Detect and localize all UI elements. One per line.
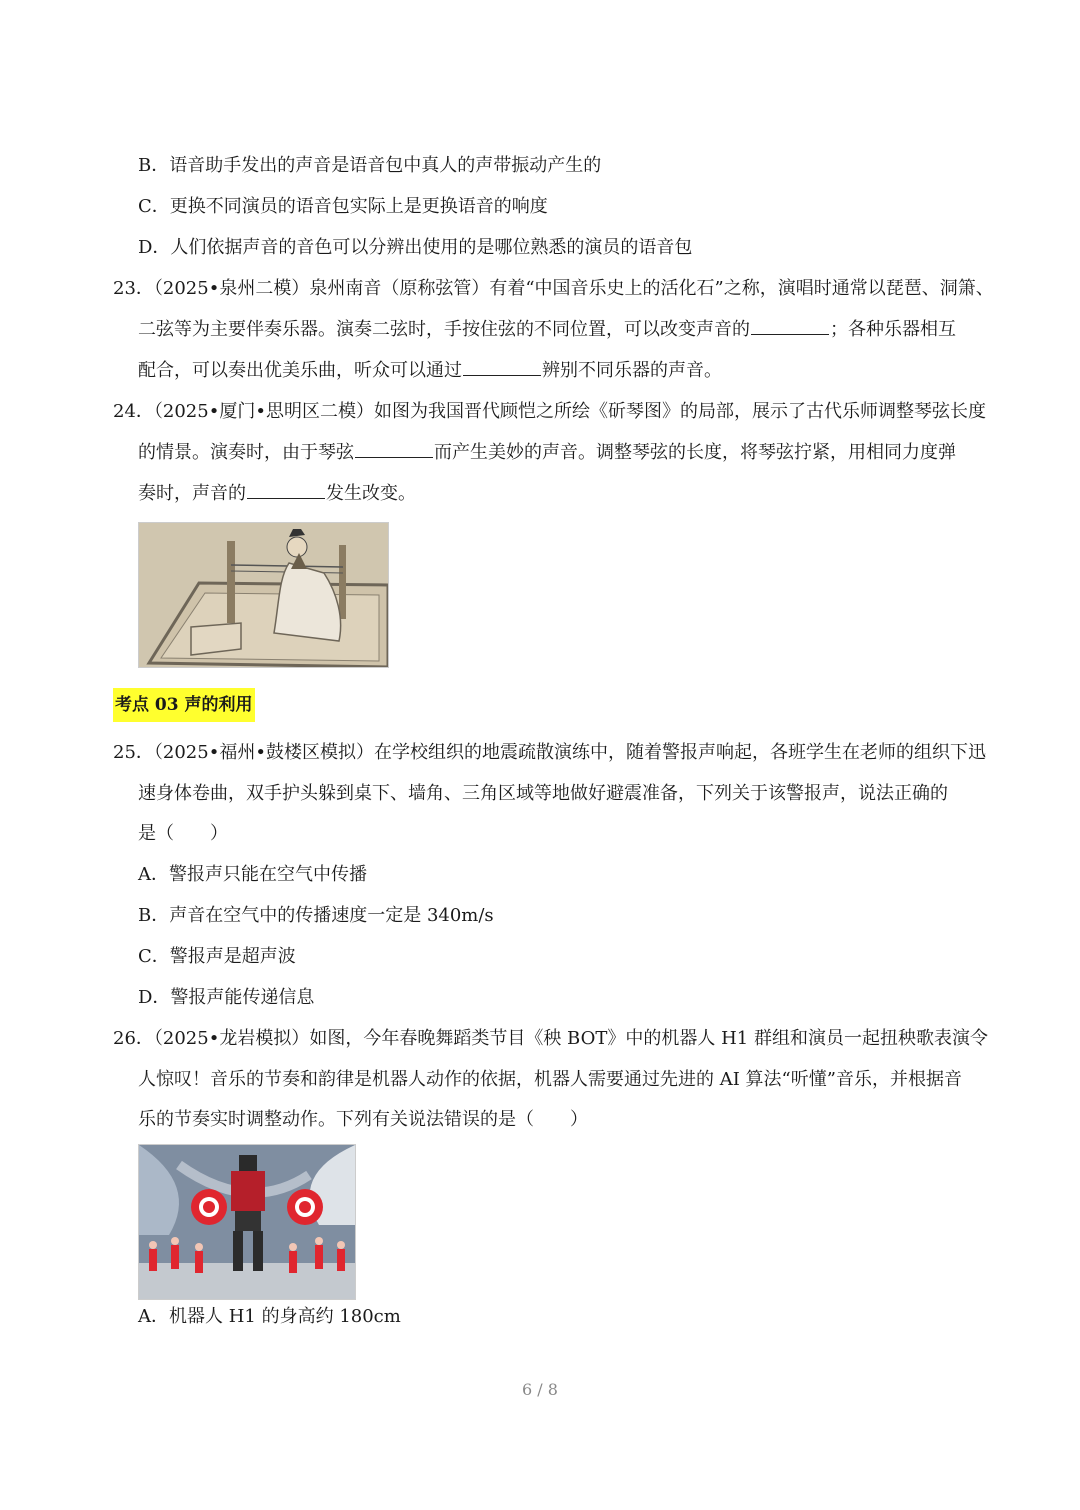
q23-line-3-text-a: 配合，可以奏出优美乐曲，听众可以通过 (138, 360, 462, 381)
section-title: 考点 03 声的利用 (113, 688, 255, 722)
q24-line-3-text-b: 发生改变。 (326, 483, 416, 504)
q24-line-3 (138, 480, 416, 508)
q23-line-2 (138, 316, 956, 344)
answer-blank (355, 439, 433, 458)
q23-line-1: 23．（2025•泉州二模）泉州南音（原称弦管）有着“中国音乐史上的活化石”之称，演唱时通常以琵琶、洞箫、 (113, 278, 994, 299)
q25-option-a: A．警报声只能在空气中传播 (138, 864, 367, 885)
q23-line-2-text-a: 二弦等为主要伴奏乐器。演奏二弦时，手按住弦的不同位置，可以改变声音的 (138, 319, 750, 340)
answer-blank (463, 357, 541, 376)
robot-stage-illustration (139, 1145, 355, 1299)
q25-option-b: B．声音在空气中的传播速度一定是 340m/s (138, 905, 494, 926)
page-number: 6 / 8 (522, 1380, 558, 1399)
q25-option-d: D．警报声能传递信息 (138, 987, 315, 1008)
q25-line-2: 速身体卷曲，双手护头躲到桌下、墙角、三角区域等地做好避震准备，下列关于该警报声，说法正确的 (138, 783, 948, 804)
q26-line-2: 人惊叹！音乐的节奏和韵律是机器人动作的依据，机器人需要通过先进的 AI 算法“听懂”音乐，并根据音 (138, 1069, 962, 1090)
q26-line-1: 26．（2025•龙岩模拟）如图，今年春晚舞蹈类节目《秧 BOT》中的机器人 H1 群组和演员一起扭秧歌表演令 (113, 1028, 988, 1049)
q25-option-c: C．警报声是超声波 (138, 946, 296, 967)
q24-line-2-text-b: 而产生美妙的声音。调整琴弦的长度，将琴弦拧紧，用相同力度弹 (434, 442, 956, 463)
q22-option-d: D．人们依据声音的音色可以分辨出使用的是哪位熟悉的演员的语音包 (138, 237, 693, 258)
robot-stage-figure (138, 1144, 356, 1300)
painting-illustration (139, 523, 388, 667)
painting-figure (138, 522, 389, 668)
answer-blank (247, 480, 325, 499)
q25-line-1: 25．（2025•福州•鼓楼区模拟）在学校组织的地震疏散演练中，随着警报声响起，各班学生在老师的组织下迅 (113, 742, 986, 763)
q22-option-c: C．更换不同演员的语音包实际上是更换语音的响度 (138, 196, 548, 217)
answer-blank (751, 316, 829, 335)
q24-line-2-text-a: 的情景。演奏时，由于琴弦 (138, 442, 354, 463)
q26-line-3: 乐的节奏实时调整动作。下列有关说法错误的是（ ） (138, 1109, 588, 1130)
q22-option-b: B．语音助手发出的声音是语音包中真人的声带振动产生的 (138, 155, 602, 176)
q25-line-3: 是（ ） (138, 823, 228, 844)
q26-option-a: A．机器人 H1 的身高约 180cm (138, 1306, 401, 1327)
q24-line-3-text-a: 奏时，声音的 (138, 483, 246, 504)
q23-line-2-text-b: ；各种乐器相互 (830, 319, 956, 340)
q24-line-2 (138, 439, 956, 467)
q23-line-3 (138, 357, 722, 385)
q23-line-3-text-b: 辨别不同乐器的声音。 (542, 360, 722, 381)
q24-line-1: 24．（2025•厦门•思明区二模）如图为我国晋代顾恺之所绘《斫琴图》的局部，展示了古代乐师调整琴弦长度 (113, 401, 986, 422)
